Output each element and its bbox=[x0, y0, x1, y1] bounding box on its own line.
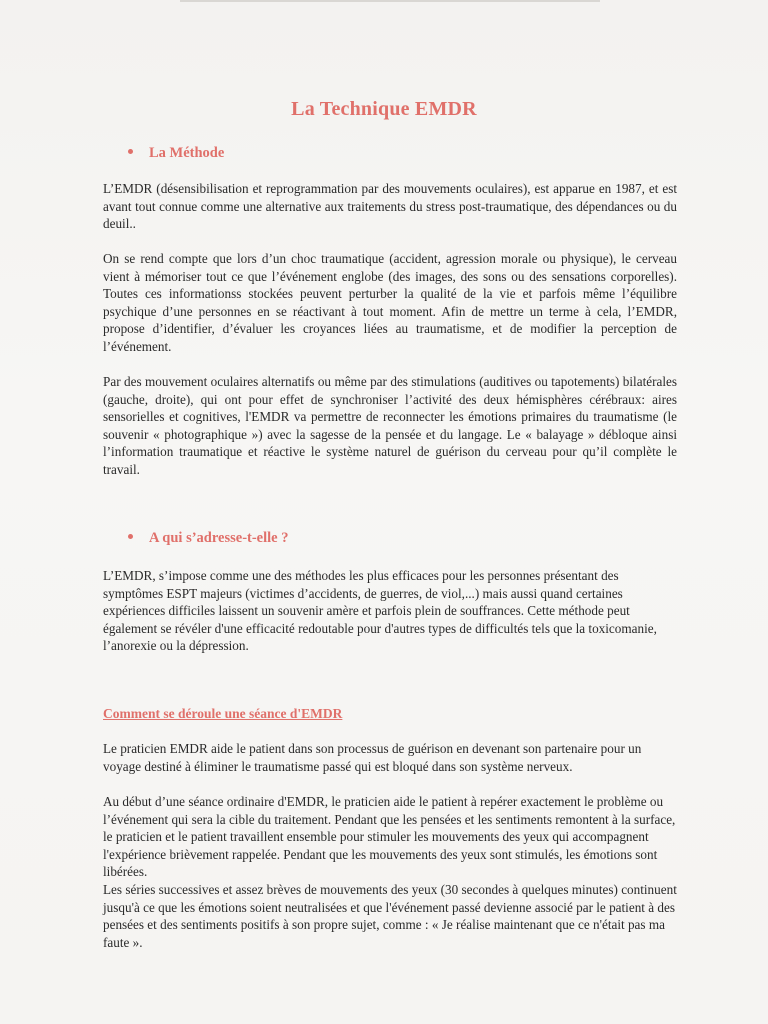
paragraph-seance-2: Au début d’une séance ordinaire d'EMDR, le praticien aide le patient à repérer exactement le problème ou l’événement qui sera la cible du traitement. Pendant que les pensées et les sentiments remontent à la surface, le praticien et le patient travaillent ensemble pour stimuler les mouvements des yeux qui accompagnent l'expérience brièvement rappelée. Pendant que les mouvements des yeux sont stimulés, les émotions sont libérées. bbox=[103, 794, 676, 880]
bullet-icon bbox=[128, 534, 133, 539]
document-title: La Technique EMDR bbox=[291, 98, 477, 120]
section-heading-seance: Comment se déroule une séance d'EMDR bbox=[103, 706, 343, 721]
section-heading-text: A qui s’adresse-t-elle ? bbox=[149, 530, 289, 546]
paragraph-methode-3: Par des mouvement oculaires alternatifs ou même par des stimulations (auditives ou tapotements) bilatérales (gauche, droite), qui ont pour effet de synchroniser l’activité des deux hémisphères cérébraux: aires sensorielles et cognitives, l'EMDR va permettre de reconnecter les émotions primaires du traumatisme (le souvenir « photographique ») avec la sagesse de la pensée et du langage. Le « balayage » débloque ainsi l’information traumatique et réactive le système naturel de guérison du cerveau pour qu’il complète le travail. bbox=[103, 374, 677, 477]
section-heading-text: La Méthode bbox=[149, 145, 225, 161]
paragraph-methode-2: On se rend compte que lors d’un choc traumatique (accident, agression morale ou physique), le cerveau vient à mémoriser tout ce que l’événement englobe (des images, des sons ou des sensations corporelles). Toutes ces informationss stockées peuvent perturber la qualité de la vie et parfois même l’équilibre psychique d’une personnes en se réactivant à tout moment. Afin de mettre un terme à cela, l’EMDR, propose d’identifier, d’évaluer les croyances liées au traumatisme, et de modifier la perception de l’événement. bbox=[103, 251, 677, 354]
paragraph-seance-1: Le praticien EMDR aide le patient dans son processus de guérison en devenant son partenaire pour un voyage destiné à éliminer le traumatisme passé qui est bloqué dans son système nerveux. bbox=[103, 741, 642, 774]
bullet-icon bbox=[128, 149, 133, 154]
paragraph-seance-3: Les séries successives et assez brèves de mouvements des yeux (30 secondes à quelques minutes) continuent jusqu'à ce que les émotions soient neutralisées et que l'événement passé devienne associé par le patient à des pensées et des sentiments positifs à son propre sujet, comme : « Je réalise maintenant que ce n'était pas ma faute ». bbox=[103, 882, 677, 950]
section-heading-methode bbox=[128, 145, 224, 162]
section-heading-a-qui bbox=[128, 530, 289, 547]
paragraph-methode-1: L’EMDR (désensibilisation et reprogrammation par des mouvements oculaires), est apparue en 1987, et est avant tout connue comme une alternative aux traitements du stress post-traumatique, des dépendances ou du deuil.. bbox=[103, 181, 677, 232]
paragraph-a-qui-1: L’EMDR, s’impose comme une des méthodes les plus efficaces pour les personnes présentant des symptômes ESPT majeurs (victimes d’accidents, de guerres, de viol,...) mais aussi quand certaines expériences difficiles laissent un souvenir amère et parfois plein de souffrances. Cette méthode peut également se révéler d'une efficacité redoutable pour d'autres types de difficultés tels que la toxicomanie, l’anorexie ou la dépression. bbox=[103, 568, 657, 654]
scan-edge-mark bbox=[180, 0, 600, 2]
